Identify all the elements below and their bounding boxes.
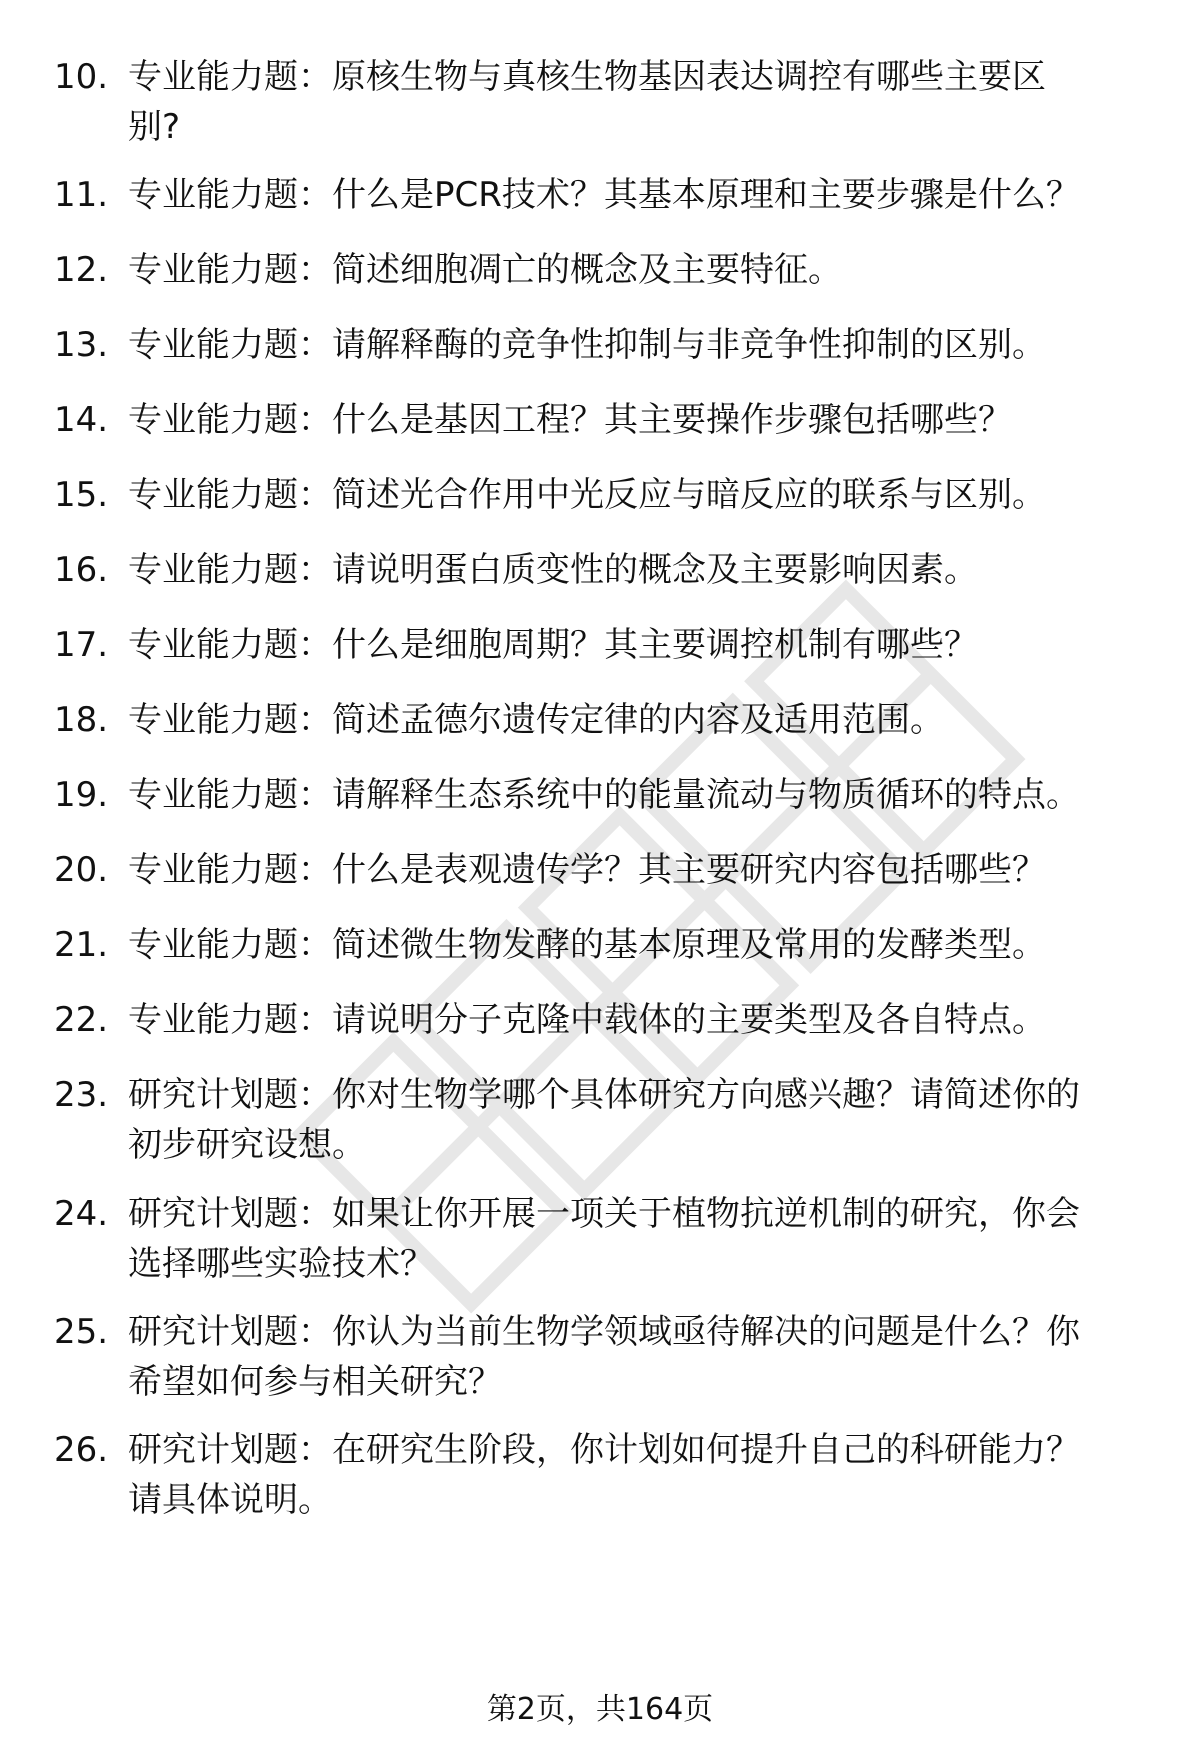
question-text: 研究计划题：你认为当前生物学领域亟待解决的问题是什么？你 希望如何参与相关研究？ [128, 1312, 1080, 1402]
question-number: 24. [54, 1194, 109, 1234]
question-number: 20. [54, 850, 109, 890]
question-number: 21. [54, 925, 109, 965]
question-text: 专业能力题：请解释酶的竞争性抑制与非竞争性抑制的区别。 [128, 325, 1046, 365]
question-text: 研究计划题：你对生物学哪个具体研究方向感兴趣？请简述你的 初步研究设想。 [128, 1075, 1080, 1165]
question-number: 23. [54, 1075, 109, 1115]
question-text: 专业能力题：请解释生态系统中的能量流动与物质循环的特点。 [128, 775, 1080, 815]
question-text: 专业能力题：简述光合作用中光反应与暗反应的联系与区别。 [128, 475, 1046, 515]
question-text: 专业能力题：什么是PCR技术？其基本原理和主要步骤是什么？ [128, 175, 1080, 215]
question-number: 16. [54, 550, 109, 590]
question-number: 15. [54, 475, 109, 515]
question-text: 专业能力题：什么是细胞周期？其主要调控机制有哪些？ [128, 625, 978, 665]
question-number: 11. [54, 175, 109, 215]
question-number: 26. [54, 1430, 109, 1470]
question-text: 专业能力题：简述微生物发酵的基本原理及常用的发酵类型。 [128, 925, 1046, 965]
question-text: 专业能力题：简述孟德尔遗传定律的内容及适用范围。 [128, 700, 944, 740]
question-number: 18. [54, 700, 109, 740]
question-number: 17. [54, 625, 109, 665]
question-text: 专业能力题：请说明分子克隆中载体的主要类型及各自特点。 [128, 1000, 1046, 1040]
question-number: 22. [54, 1000, 109, 1040]
question-text: 研究计划题：如果让你开展一项关于植物抗逆机制的研究，你会 选择哪些实验技术？ [128, 1194, 1080, 1284]
question-number: 25. [54, 1312, 109, 1352]
question-number: 10. [54, 57, 109, 97]
question-text: 专业能力题：什么是基因工程？其主要操作步骤包括哪些？ [128, 400, 1012, 440]
question-text: 专业能力题：简述细胞凋亡的概念及主要特征。 [128, 250, 842, 290]
question-number: 13. [54, 325, 109, 365]
question-text: 专业能力题：原核生物与真核生物基因表达调控有哪些主要区 别? [128, 57, 1046, 147]
question-text: 研究计划题：在研究生阶段，你计划如何提升自己的科研能力？ 请具体说明。 [128, 1430, 1080, 1520]
question-number: 19. [54, 775, 109, 815]
question-text: 专业能力题：什么是表观遗传学？其主要研究内容包括哪些？ [128, 850, 1046, 890]
question-number: 12. [54, 250, 109, 290]
page-footer: 第2页，共164页 [486, 1692, 714, 1727]
question-text: 专业能力题：请说明蛋白质变性的概念及主要影响因素。 [128, 550, 978, 590]
question-number: 14. [54, 400, 109, 440]
